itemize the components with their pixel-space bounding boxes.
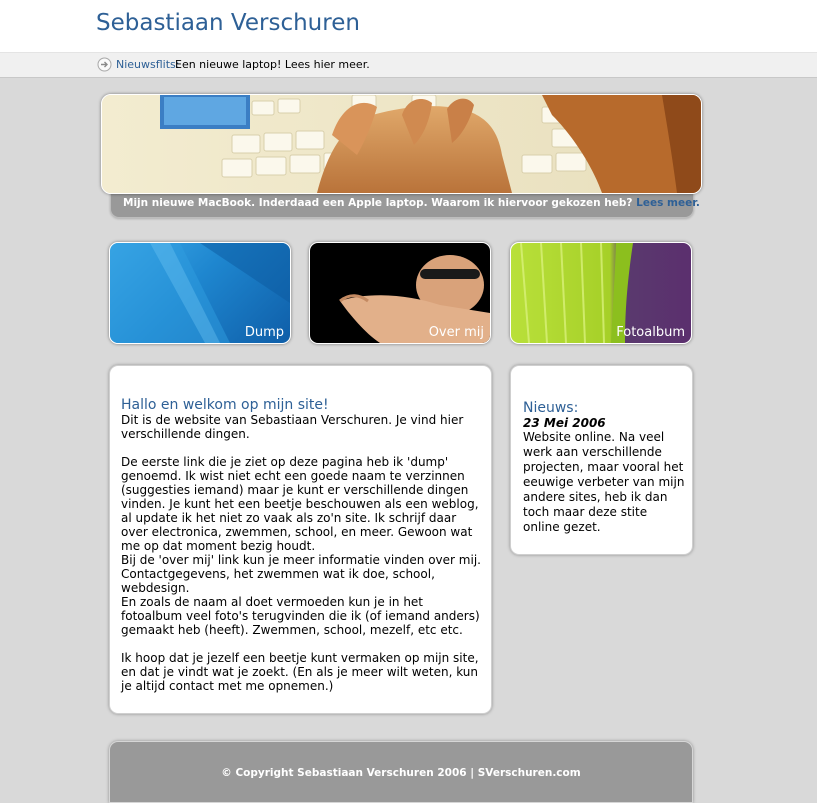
banner <box>101 94 702 217</box>
news-panel <box>510 365 693 555</box>
news-item-text: Website online. Na veel werk aan verschillende projecten, maar vooral het eeuwige verbeter van mijn andere sites, heb ik dan toch maar deze stite online gezet. <box>523 430 685 534</box>
arrow-right-circle-icon <box>97 57 112 72</box>
banner-caption-text: Mijn nieuwe MacBook. Inderdaad een Apple laptop. Waarom ik hiervoor gekozen heb? <box>123 197 633 209</box>
banner-caption <box>123 197 700 209</box>
welcome-text <box>121 413 486 707</box>
tile-dump[interactable] <box>109 242 291 344</box>
welcome-title: Hallo en welkom op mijn site! <box>121 397 329 413</box>
footer <box>109 741 693 803</box>
welcome-paragraph: Bij de 'over mij' link kun je meer informatie vinden over mij. Contactgegevens, het zwemmen wat ik doe, school, webdesign. <box>121 553 481 595</box>
newsflash-link[interactable]: Een nieuwe laptop! Lees hier meer. <box>175 58 370 71</box>
newsflash-bar <box>0 52 817 78</box>
site-header <box>0 0 817 52</box>
welcome-paragraph: En zoals de naam al doet vermoeden kun je in het fotoalbum veel foto's terugvinden die ik (of iemand anders) gemaakt heb (heeft). Zwemmen, school, mezelf, etc etc. <box>121 595 480 637</box>
tile-fotoalbum[interactable] <box>510 242 692 344</box>
site-title[interactable]: Sebastiaan Verschuren <box>96 10 360 36</box>
banner-read-more-link[interactable]: Lees meer. <box>636 197 700 209</box>
welcome-paragraph: De eerste link die je ziet op deze pagina heb ik 'dump' genoemd. Ik wist niet echt een goede naam te verzinnen (suggesties iemand) maar je kunt er verschillende dingen vinden. Je kunt het een beetje beschouwen als een weblog, al update ik het niet zo vaak als zo'n site. Ik schrijf daar over electronica, zwemmen, school, en meer. Gewoon wat me op dat moment bezig houdt. <box>121 455 479 553</box>
macbook-photo <box>102 95 701 193</box>
tile-over-mij-label: Over mij <box>428 325 484 340</box>
tile-fotoalbum-label: Fotoalbum <box>616 325 685 340</box>
news-title: Nieuws: <box>523 400 579 416</box>
footer-copyright: © Copyright Sebastiaan Verschuren 2006 | SVerschuren.com <box>221 767 581 779</box>
macbook-banner-image[interactable] <box>101 94 702 194</box>
tile-over-mij[interactable] <box>309 242 491 344</box>
news-date: 23 Mei 2006 <box>523 416 606 430</box>
newsflash-label: Nieuwsflits: <box>116 58 180 71</box>
welcome-panel <box>109 365 492 714</box>
welcome-paragraph: Ik hoop dat je jezelf een beetje kunt vermaken op mijn site, en dat je vindt wat je zoekt. (En als je meer wilt weten, kun je altijd contact met me opnemen.) <box>121 651 479 693</box>
welcome-paragraph: Dit is de website van Sebastiaan Verschuren. Je vind hier verschillende dingen. <box>121 413 464 441</box>
tile-dump-label: Dump <box>244 325 284 340</box>
